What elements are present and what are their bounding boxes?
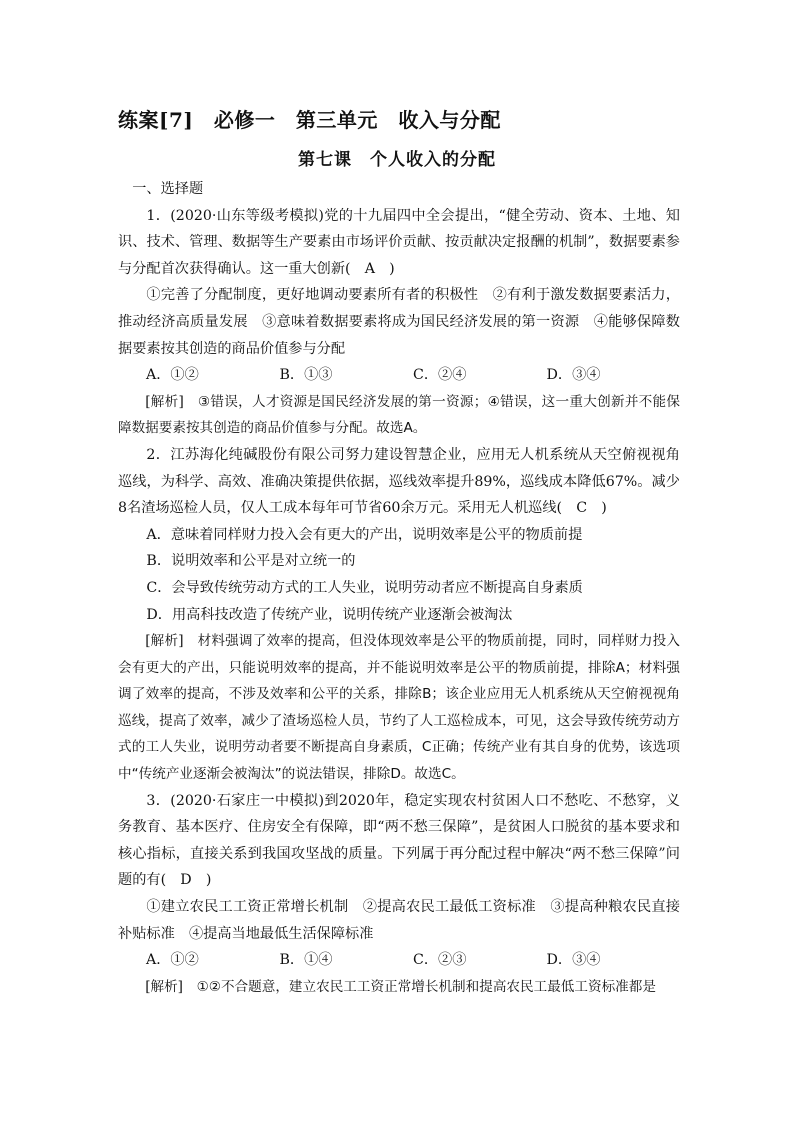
option-c: C．会导致传统劳动方式的工人失业，说明劳动者应不断提高自身素质	[146, 579, 583, 596]
page-title: 练案[7] 必修一 第三单元 收入与分配	[118, 108, 501, 132]
option-d: D．用高科技改造了传统产业，说明传统产业逐渐会被淘汰	[146, 606, 513, 623]
choice-c: C．②④	[413, 367, 467, 384]
option-a: A．意味着同样财力投入会有更大的产出，说明效率是公平的物质前提	[146, 526, 583, 543]
analysis-tag: [解析]	[145, 393, 184, 410]
question-3-choices	[118, 947, 680, 974]
section-heading: 一、选择题	[132, 181, 204, 197]
lesson-subtitle: 第七课 个人收入的分配	[298, 150, 496, 170]
choice-c: C．②③	[413, 952, 467, 969]
choice-d: D．③④	[546, 952, 601, 969]
choice-a: A．①②	[146, 367, 199, 384]
content-body	[118, 176, 680, 1000]
question-1-stem: 1．(2020·山东等级考模拟)党的十九届四中全会提出，“健全劳动、资本、土地、知识、技术、管理、数据等生产要素由市场评价贡献、按贡献决定报酬的机制”，数据要素参与分配首次获得确认。这一重大创新( A )	[118, 207, 680, 277]
choice-d: D．③④	[546, 367, 601, 384]
choice-a: A．①②	[146, 952, 199, 969]
analysis-text: ①②不合题意，建立农民工工资正常增长机制和提高农民工最低工资标准都是	[182, 978, 656, 995]
option-b: B．说明效率和公平是对立统一的	[146, 553, 356, 570]
choice-b: B．①③	[279, 367, 333, 384]
analysis-text: 材料强调了效率的提高，但没体现效率是公平的物质前提，同时，同样财力投入会有更大的产出，只能说明效率的提高，并不能说明效率是公平的物质前提，排除A；材料强调了效率的提高，不涉及效率和公平的关系，排除B；该企业应用无人机系统从天空俯视视角巡线，提高了效率，减少了渣场巡检人员，节约了人工巡检成本，可见，这会导致传统劳动方式的工人失业，说明劳动者要不断提高自身素质，C正确；传统产业有其自身的优势，该选项中“传统产业逐渐会被淘汰”的说法错误，排除D。故选C。	[118, 633, 681, 783]
question-3-stem: 3．(2020·石家庄一中模拟)到2020年，稳定实现农村贫困人口不愁吃、不愁穿，义务教育、基本医疗、住房安全有保障，即“两不愁三保障”，是贫困人口脱贫的基本要求和核心指标，直接关系到我国攻坚战的质量。下列属于再分配过程中解决“两不愁三保障”问题的有( D )	[118, 792, 680, 889]
question-2-stem: 2．江苏海化纯碱股份有限公司努力建设智慧企业，应用无人机系统从天空俯视视角巡线，为科学、高效、准确决策提供依据，巡线效率提升89%，巡线成本降低67%。减少8名渣场巡检人员，仅人工成本每年可节省60余万元。采用无人机巡线( C )	[118, 446, 680, 517]
question-1-analysis	[118, 389, 680, 442]
question-3-analysis	[118, 974, 680, 1001]
question-1-statements: ①完善了分配制度，更好地调动要素所有者的积极性 ②有利于激发数据要素活力，推动经济高质量发展 ③意味着数据要素将成为国民经济发展的第一资源 ④能够保障数据要素按其创造的商品价值参与分配	[118, 287, 680, 357]
analysis-tag: [解析]	[145, 633, 184, 650]
question-2-analysis	[118, 628, 680, 788]
choice-b: B．①④	[279, 952, 333, 969]
question-3-statements: ①建立农民工工资正常增长机制 ②提高农民工最低工资标准 ③提高种粮农民直接补贴标准 ④提高当地最低生活保障标准	[118, 899, 680, 942]
question-1-choices	[118, 362, 680, 389]
analysis-tag: [解析]	[145, 978, 183, 995]
analysis-text: ③错误，人才资源是国民经济发展的第一资源；④错误，这一重大创新并不能保障数据要素按其创造的商品价值参与分配。故选A。	[118, 393, 681, 437]
